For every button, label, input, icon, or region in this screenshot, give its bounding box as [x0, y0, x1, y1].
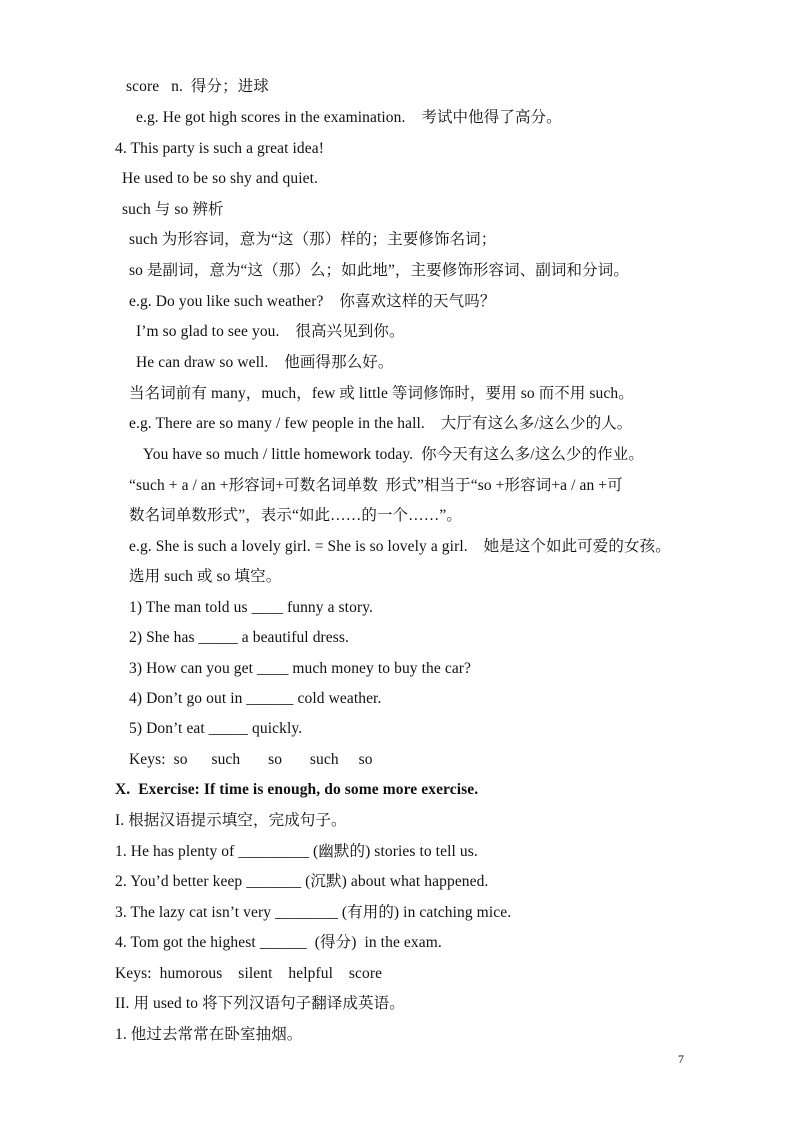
vocab-entry-score: score n. 得分；进球	[126, 78, 269, 95]
subheading: such 与 so 辨析	[122, 201, 224, 218]
section-heading: X. Exercise: If time is enough, do some more exercise.	[115, 781, 479, 798]
text-line: 当名词前有 many，much，few 或 little 等词修饰时，要用 so 而不用 such。	[129, 385, 634, 402]
text-line: such 为形容词，意为“这（那）样的；主要修饰名词；	[129, 231, 497, 248]
text-line: “such + a / an +形容词+可数名词单数 形式”相当于“so +形容词+a / an +可	[129, 477, 623, 494]
exercise-item: 1. He has plenty of _________ (幽默的) stories to tell us.	[115, 843, 478, 860]
answer-keys: Keys: humorous silent helpful score	[115, 965, 383, 982]
text-line: He used to be so shy and quiet.	[122, 170, 318, 187]
example-sentence: e.g. He got high scores in the examination. 考试中他得了高分。	[136, 109, 562, 126]
example-sentence: e.g. There are so many / few people in the hall. 大厅有这么多/这么少的人。	[129, 415, 633, 432]
exercise-instruction: 选用 such 或 so 填空。	[129, 568, 282, 585]
part-heading: II. 用 used to 将下列汉语句子翻译成英语。	[115, 995, 405, 1012]
example-sentence: You have so much / little homework today. 你今天有这么多/这么少的作业。	[143, 446, 644, 463]
answer-keys: Keys: so such so such so	[129, 751, 373, 768]
exercise-item: 4) Don’t go out in ______ cold weather.	[129, 690, 382, 707]
exercise-item: 4. Tom got the highest ______ (得分) in the exam.	[115, 934, 442, 951]
page-number: 7	[678, 1052, 684, 1066]
text-line: 数名词单数形式”，表示“如此……的一个……”。	[129, 507, 462, 524]
example-sentence: He can draw so well. 他画得那么好。	[136, 354, 394, 371]
exercise-item: 2. You’d better keep _______ (沉默) about what happened.	[115, 873, 489, 890]
exercise-item: 2) She has _____ a beautiful dress.	[129, 629, 350, 646]
example-sentence: e.g. Do you like such weather? 你喜欢这样的天气吗？	[129, 293, 496, 310]
point-heading: 4. This party is such a great idea!	[115, 140, 324, 157]
exercise-item: 1. 他过去常常在卧室抽烟。	[115, 1026, 303, 1043]
exercise-item: 3. The lazy cat isn’t very ________ (有用的) in catching mice.	[115, 904, 512, 921]
text-line: so 是副词，意为“这（那）么；如此地”，主要修饰形容词、副词和分词。	[129, 262, 629, 279]
part-heading: I. 根据汉语提示填空，完成句子。	[115, 812, 347, 829]
exercise-item: 1) The man told us ____ funny a story.	[129, 599, 374, 616]
example-sentence: I’m so glad to see you. 很高兴见到你。	[136, 323, 405, 340]
example-sentence: e.g. She is such a lovely girl. = She is so lovely a girl. 她是这个如此可爱的女孩。	[129, 538, 671, 555]
exercise-item: 3) How can you get ____ much money to buy the car?	[129, 660, 472, 677]
exercise-item: 5) Don’t eat _____ quickly.	[129, 720, 303, 737]
